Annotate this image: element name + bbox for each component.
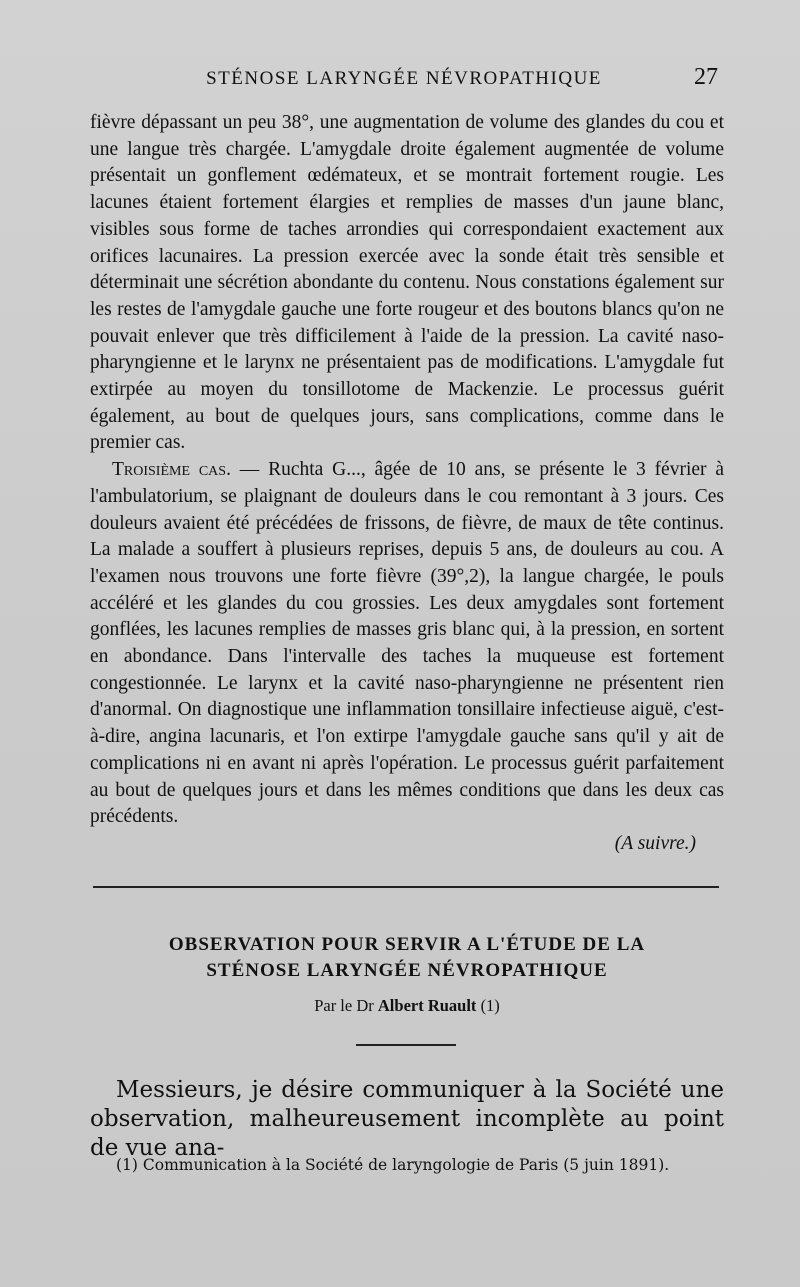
- article-intro: [90, 1076, 724, 1163]
- page-number: 27: [694, 64, 718, 90]
- running-title: STÉNOSE LARYNGÉE NÉVROPATHIQUE: [206, 68, 602, 89]
- running-head: [90, 64, 718, 94]
- case-label: Troisième cas.: [112, 459, 231, 481]
- article-title-line-1: OBSERVATION POUR SERVIR A L'ÉTUDE DE LA: [168, 934, 646, 955]
- body-text: [90, 110, 724, 858]
- author-name: Albert Ruault: [377, 996, 477, 1015]
- article-title-line-2: STÉNOSE LARYNGÉE NÉVROPATHIQUE: [206, 960, 608, 981]
- to-be-continued: (A suivre.): [614, 832, 696, 854]
- paragraph-third-case: [90, 457, 724, 831]
- title-rule: [356, 1044, 456, 1046]
- footnote-reference: (1): [480, 996, 500, 1015]
- section-divider: [93, 886, 719, 888]
- byline-prefix: Par le Dr: [314, 996, 374, 1015]
- case-text: — Ruchta G..., âgée de 10 ans, se présente le 3 février à l'ambulatorium, se plaignant de douleurs dans le cou remontant à 3 jours. Ces douleurs avaient été précédées de frissons, de fièvre, de maux de tête continus. La malade a souffert à plusieurs reprises, depuis 5 ans, de douleurs au cou. A l'examen nous trouvons une forte fièvre (39°,2), la langue chargée, le pouls accéléré et les glandes du cou grossies. Les deux amygdales sont fortement gonflées, les lacunes remplies de masses gris blanc qui, à la pression, en sortent en abondance. Dans l'intervalle des taches la muqueuse est fortement congestionnée. Le larynx et la cavité naso-pharyngienne ne présentent rien d'anormal. On diagnostique une inflammation tonsillaire infectieuse aiguë, c'est-à-dire, angina lacunaris, et l'on extirpe l'amygdale gauche sans qu'il y ait de complications ni en avant ni après l'opération. Le processus guérit parfaitement au bout de quelques jours et dans les mêmes conditions que dans les deux cas précédents.: [90, 459, 724, 828]
- byline: [90, 996, 724, 1016]
- footnote: (1) Communication à la Société de laryngologie de Paris (5 juin 1891).: [116, 1156, 670, 1174]
- article-title: [90, 932, 724, 984]
- paragraph-continued: fièvre dépassant un peu 38°, une augmentation de volume des glandes du cou et une langue très chargée. L'amygdale droite également augmentée de volume présentait un gonflement œdémateux, et se montrait fortement rougie. Les lacunes étaient fortement élargies et remplies de masses d'un jaune blanc, visibles sous forme de taches arrondies qui correspondaient exactement aux orifices lacunaires. La pression exercée avec la sonde était très sensible et déterminait une sécrétion abondante du contenu. Nous constations également sur les restes de l'amygdale gauche une forte rougeur et des boutons blancs qu'on ne pouvait enlever que très difficilement à l'aide de la pression. La cavité naso-pharyngienne et le larynx ne présentaient pas de modifications. L'amygdale fut extirpée au moyen du tonsillotome de Mackenzie. Le processus guérit également, au bout de quelques jours, sans complications, comme dans le premier cas.: [90, 112, 724, 454]
- intro-paragraph: Messieurs, je désire communiquer à la Société une observation, malheureusement incomplète au point de vue ana-: [90, 1077, 724, 1161]
